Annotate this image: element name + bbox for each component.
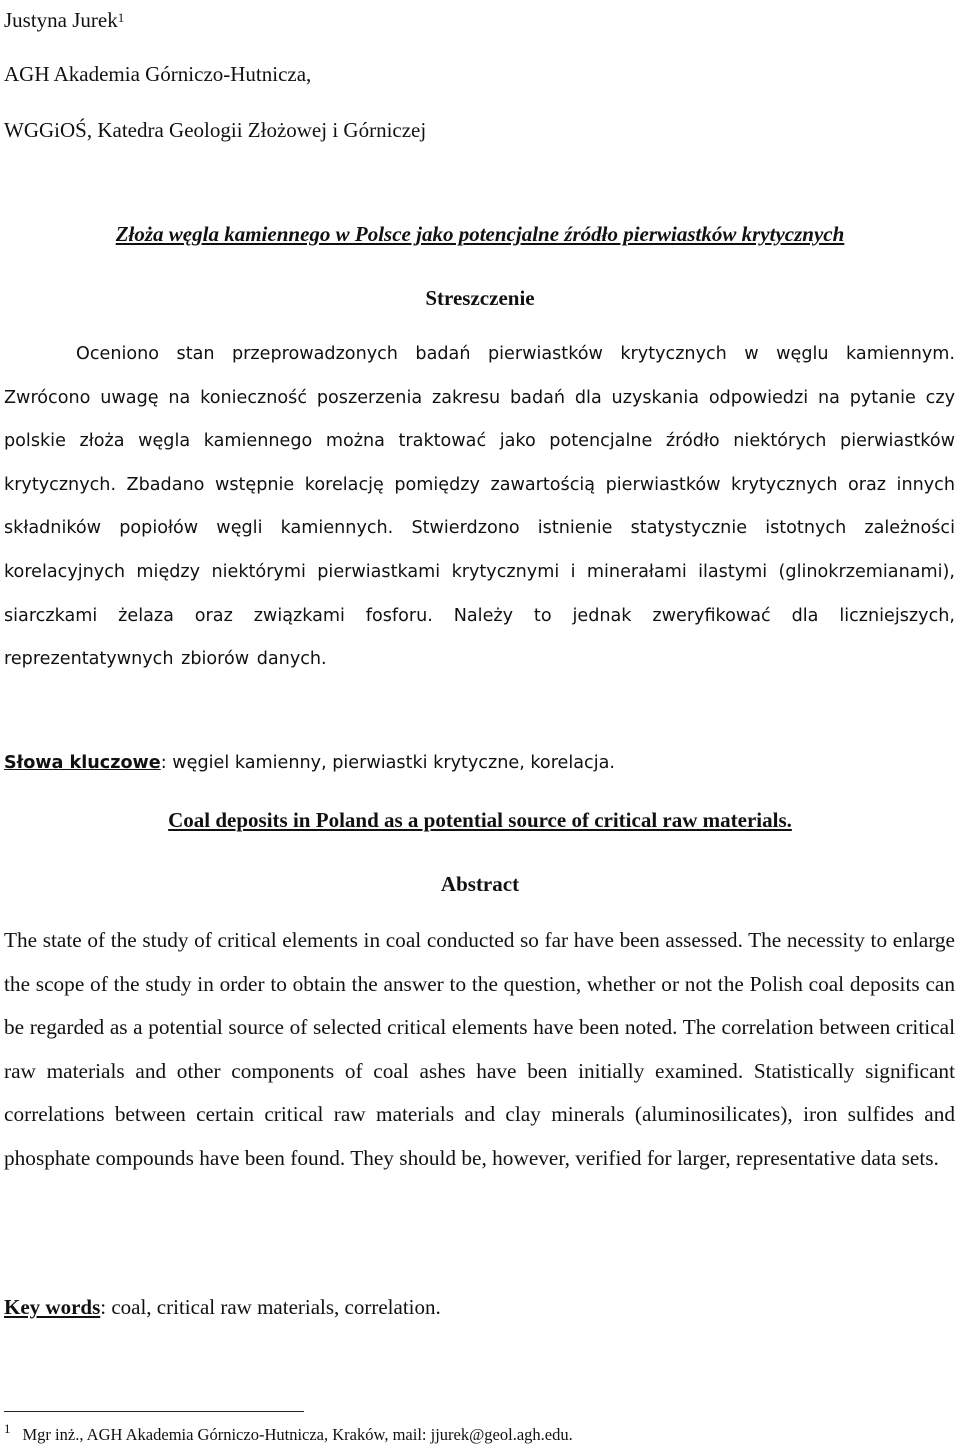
footnote-text: Mgr inż., AGH Akademia Górniczo-Hutnicza, Kraków, mail: jjurek@geol.agh.edu. [22, 1425, 573, 1444]
polish-abstract-text: Oceniono stan przeprowadzonych badań pierwiastków krytycznych w węglu kamiennym. Zwrócono uwagę na konieczność poszerzenia zakresu badań dla uzyskania odpowiedzi na pytanie czy polskie złoża węgla kamiennego można traktować jako potencjalne źródło niektórych pierwiastków krytycznych. Zbadano wstępnie korelację pomiędzy zawartością pierwiastków krytycznych oraz innych składników popiołów węgli kamiennych. Stwierdzono istnienie statystycznie istotnych zależności korelacyjnych między niektórymi pierwiastkami krytycznymi i minerałami ilastymi (glinokrzemianami), siarczkami żelaza oraz związkami fosforu. Należy to jednak zweryfikować dla liczniejszych, reprezentatywnych zbiorów danych. [4, 344, 955, 670]
polish-keywords-text: : węgiel kamienny, pierwiastki krytyczne, korelacja. [160, 753, 615, 773]
english-abstract-text: The state of the study of critical elements in coal conducted so far have been assessed. The necessity to enlarge the scope of the study in order to obtain the answer to the question, whether or not the Polish coal deposits can be regarded as a potential source of selected critical elements have been noted. The correlation between critical raw materials and other components of coal ashes have been initially examined. Statistically significant correlations between certain critical raw materials and clay minerals (aluminosilicates), iron sulfides and phosphate compounds have been found. They should be, however, verified for larger, representative data sets. [4, 928, 955, 1170]
english-abstract-heading: Abstract [440, 872, 520, 896]
footnote-mark: 1 [4, 1421, 11, 1436]
polish-title: Złoża węgla kamiennego w Polsce jako potencjalne źródło pierwiastków krytycznych [115, 222, 845, 246]
polish-keywords-label: Słowa kluczowe [4, 753, 161, 773]
affiliation-department: WGGiOŚ, Katedra Geologii Złożowej i Górniczej [4, 118, 427, 142]
english-keywords-label: Key words [4, 1295, 101, 1319]
english-title: Coal deposits in Poland as a potential source of critical raw materials. [168, 808, 792, 832]
footnote-divider [4, 1411, 304, 1412]
author-name: Justyna Jurek [4, 8, 118, 32]
affiliation-university: AGH Akademia Górniczo-Hutnicza, [4, 62, 312, 86]
author-block [4, 2, 426, 168]
polish-keywords [4, 753, 615, 773]
author-line [4, 2, 426, 56]
polish-abstract-heading: Streszczenie [425, 286, 535, 310]
polish-abstract [4, 333, 955, 682]
english-keywords [4, 1295, 441, 1320]
footnote [4, 1421, 573, 1447]
author-footnote-ref: 1 [117, 10, 125, 25]
english-keywords-text: : coal, critical raw materials, correlation. [100, 1295, 441, 1319]
